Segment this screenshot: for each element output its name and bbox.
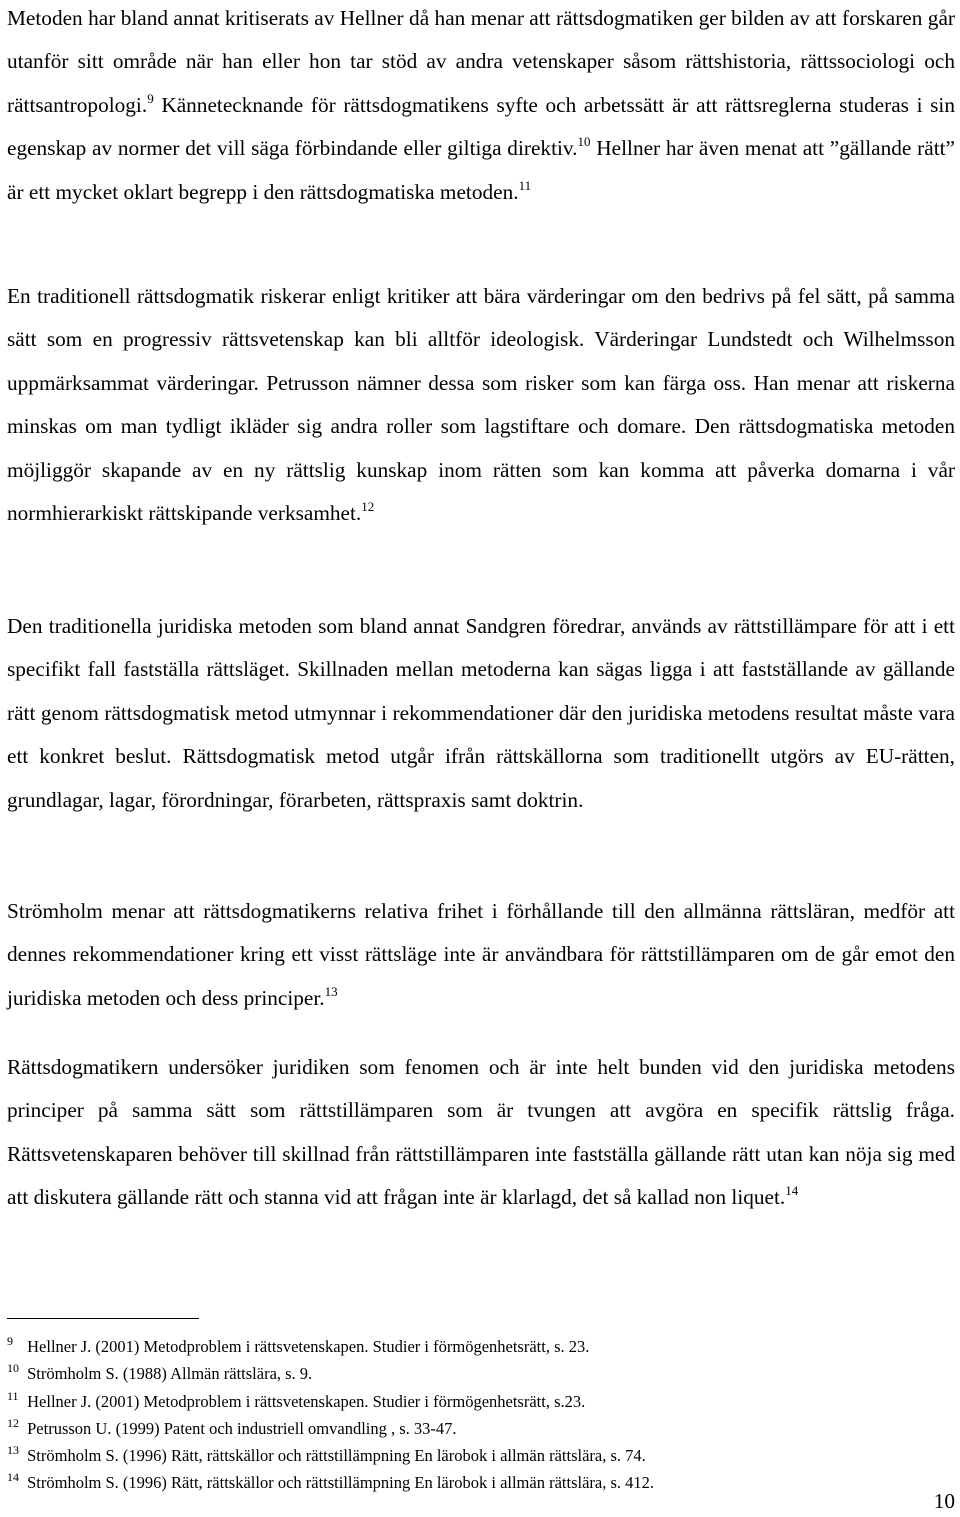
- paragraph: [7, 890, 955, 1020]
- footnote-text: Strömholm S. (1996) Rätt, rättskällor och rättstillämpning En lärobok i allmän rättslära, s. 412.: [27, 1473, 655, 1493]
- paragraph: [7, 1046, 955, 1220]
- footnote-number: 14: [7, 1470, 19, 1485]
- footnote-item: [7, 1389, 955, 1416]
- footnote-text: Hellner J. (2001) Metodproblem i rättsvetenskapen. Studier i förmögenhetsrätt, s.23.: [27, 1391, 586, 1411]
- text-run: Metoden har bland annat kritiserats av Hellner då han menar att rättsdogmatiken ger bilden av att forskaren går utanför sitt område när han eller hon tar stöd av andra vetenskaper såsom rättshistoria, rättssociologi och rättsantropologi.: [7, 6, 955, 117]
- paragraph: [7, 275, 955, 535]
- text-run: Kännetecknande för rättsdogmatikens syfte och arbetssätt är att rättsreglerna studeras i sin egenskap av normer det vill säga förbindande eller giltiga direktiv.: [7, 92, 955, 161]
- footnote-number: 13: [7, 1443, 19, 1458]
- footnotes: [7, 1334, 955, 1498]
- footnote-ref[interactable]: 11: [518, 177, 532, 193]
- footnote-number: 9: [7, 1334, 13, 1348]
- footnote-text: Strömholm S. (1996) Rätt, rättskällor och rättstillämpning En lärobok i allmän rättslära, s. 74.: [27, 1446, 646, 1466]
- footnote-separator: [7, 1318, 199, 1319]
- footnote-number: 11: [7, 1388, 19, 1403]
- footnote-number: 10: [7, 1361, 19, 1376]
- footnote-text: Hellner J. (2001) Metodproblem i rättsvetenskapen. Studier i förmögenhetsrätt, s. 23.: [27, 1337, 590, 1356]
- footnote-text: Petrusson U. (1999) Patent och industriell omvandling , s. 33-47.: [27, 1418, 457, 1438]
- footnote-item: [7, 1334, 955, 1361]
- text-run: Rättsdogmatikern undersöker juridiken som fenomen och är inte helt bunden vid den juridiska metodens principer på samma sätt som rättstillämparen som är tvungen att avgöra en specifik rättslig fråga. Rättsvetenskaparen behöver till skillnad från rättstillämparen inte fastställa gällande rätt utan kan nöja sig med att diskutera gällande rätt och stanna vid att frågan inte är klarlagd, det så kallad non liquet.: [7, 1055, 955, 1210]
- footnote-item: [7, 1416, 955, 1443]
- footnote-item: [7, 1470, 955, 1497]
- footnote-number: 12: [7, 1415, 19, 1430]
- footnote-ref[interactable]: 14: [785, 1183, 799, 1199]
- page-number: 10: [933, 1489, 955, 1513]
- footnote-text: Strömholm S. (1988) Allmän rättslära, s. 9.: [27, 1364, 313, 1384]
- footnote-ref[interactable]: 9: [147, 90, 154, 106]
- footnote-ref[interactable]: 10: [577, 134, 591, 150]
- text-run: Den traditionella juridiska metoden som bland annat Sandgren föredrar, används av rättstillämpare för att i ett specifikt fall fastställa rättsläget. Skillnaden mellan metoderna kan sägas ligga i att fastställande av gällande rätt genom rättsdogmatisk metod utmynnar i rekommendationer där den juridiska metodens resultat måste vara ett konkret beslut. Rättsdogmatisk metod utgår ifrån rättskällorna som traditionellt utgörs av EU-rätten, grundlagar, lagar, förordningar, förarbeten, rättspraxis samt doktrin.: [7, 614, 955, 812]
- paragraph: [7, 0, 955, 214]
- footnote-item: [7, 1443, 955, 1470]
- footnote-ref[interactable]: 12: [361, 499, 375, 515]
- text-run: Hellner har även menat att ”gällande rätt” är ett mycket oklart begrepp i den rättsdogmatiska metoden.: [7, 136, 955, 204]
- footnote-ref[interactable]: 13: [324, 983, 338, 999]
- paragraph: [7, 605, 955, 822]
- footnote-item: [7, 1361, 955, 1388]
- text-run: Strömholm menar att rättsdogmatikerns relativa frihet i förhållande till den allmänna rättsläran, medför att dennes rekommendationer kring ett visst rättsläge inte är användbara för rättstillämparen om de går emot den juridiska metoden och dess principer.: [7, 899, 955, 1010]
- text-run: En traditionell rättsdogmatik riskerar enligt kritiker att bära värderingar om den bedrivs på fel sätt, på samma sätt som en progressiv rättsvetenskap kan bli alltför ideologisk. Värderingar Lundstedt och Wilhelmsson uppmärksammat värderingar. Petrusson nämner dessa som risker som kan färga oss. Han menar att riskerna minskas om man tydligt ikläder sig andra roller som lagstiftare och domare. Den rättsdogmatiska metoden möjliggör skapande av en ny rättslig kunskap inom rätten som kan komma att påverka domarna i vår normhierarkiskt rättskipande verksamhet.: [7, 284, 955, 526]
